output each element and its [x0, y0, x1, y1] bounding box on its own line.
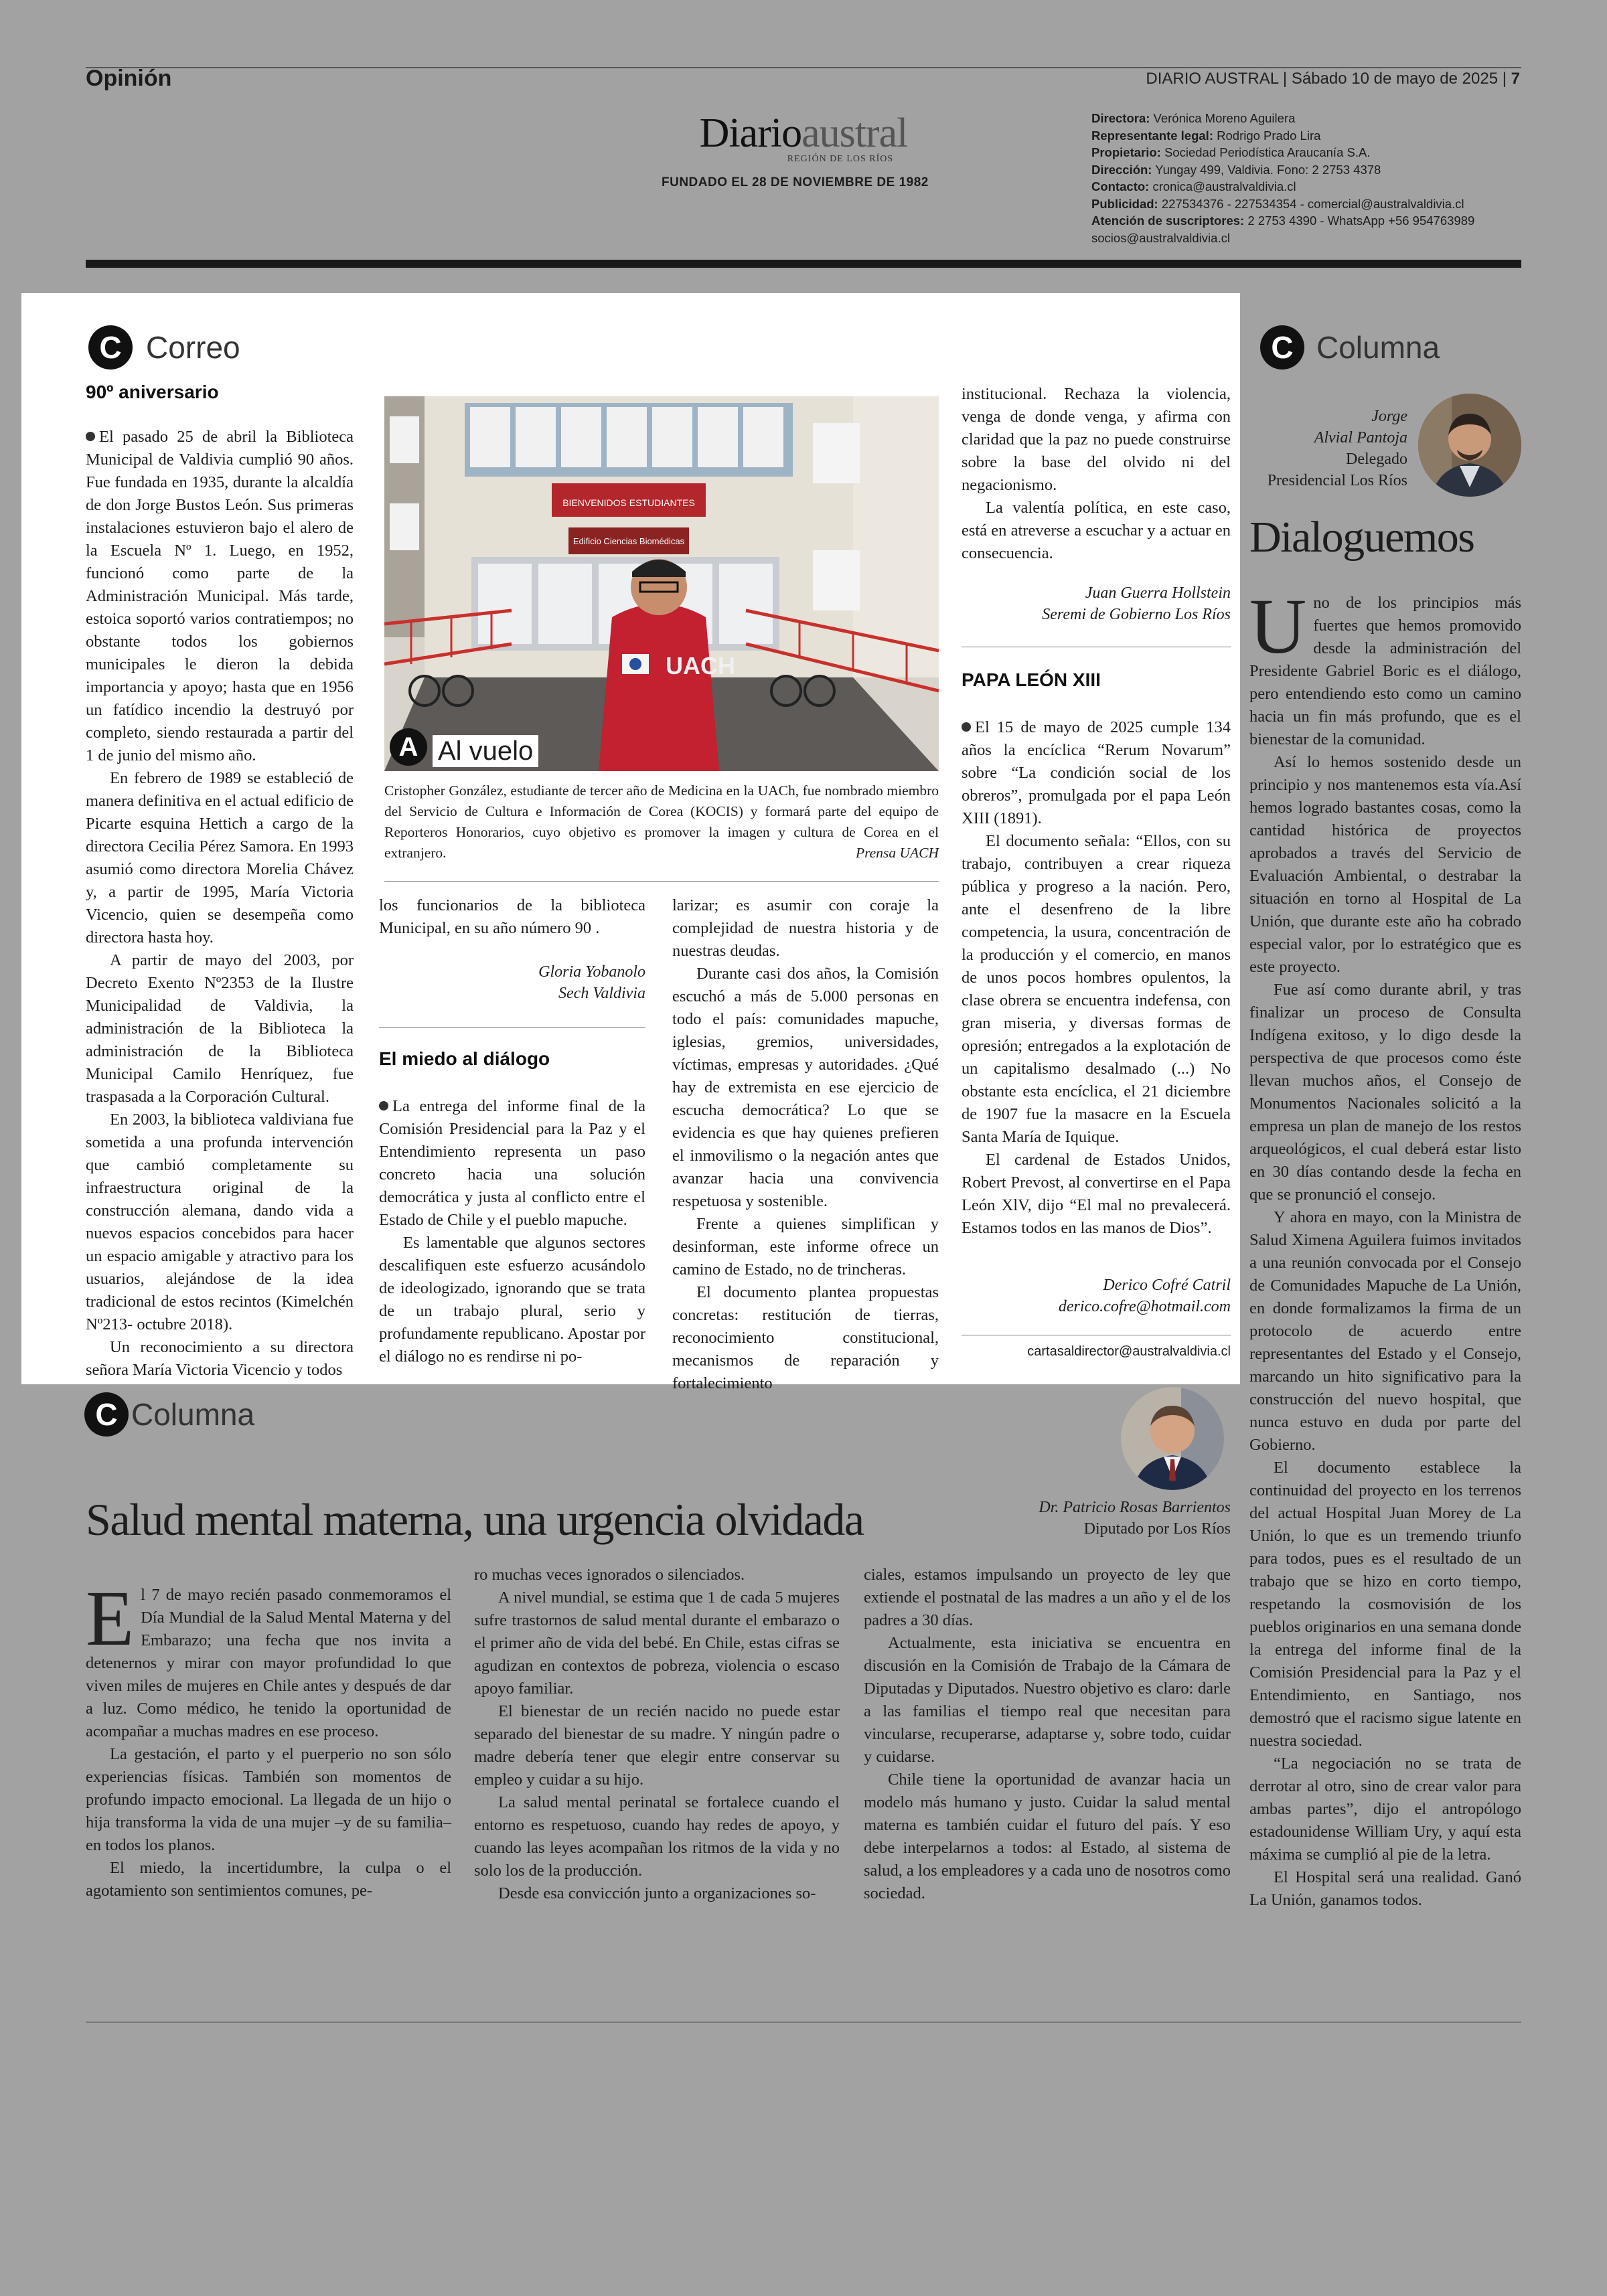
- building-photo: [384, 396, 939, 771]
- columnist-photo-avatar: [1418, 394, 1521, 497]
- columnist-bottom-photo-avatar: [1121, 1387, 1224, 1490]
- issue-date: Sábado 10 de mayo de 2025: [1291, 70, 1499, 88]
- staff-line: Directora: Verónica Moreno Aguilera: [1091, 111, 1296, 125]
- logo-subtitle: REGIÓN DE LOS RÍOS: [787, 154, 894, 164]
- page-number: 7: [1511, 70, 1520, 88]
- columna-bottom-col2: ro muchas veces ignorados o silenciados. A nivel mundial, se estima que 1 de cada 5 mujeres sufre trastornos de salud mental durante el embarazo o el primer año de vida del bebé. En Chile, estas cifras se agudizan en contextos de pobreza, violencia o escaso apoyo familiar. El bienestar de un recién nacido no puede estar separado del bienestar de su madre. Y ningún padre o madre debería tener que elegir entre conservar su empleo y cuidar a su hijo. La salud mental perinatal se fortalece cuando el entorno es respetuoso, cuando hay redes de apoyo, y cuando las leyes acompañan los ritmos de la vida y no solo los de la producción. Desde esa convicción junto a organizaciones so-: [474, 1566, 840, 1902]
- staff-line: Dirección: Yungay 499, Valdivia. Fono: 2 2753 4378: [1091, 162, 1381, 177]
- correo-title: Correo: [146, 330, 240, 365]
- svg-text:UACH: UACH: [666, 652, 735, 679]
- founded-line: FUNDADO EL 28 DE NOVIEMBRE DE 1982: [662, 175, 929, 189]
- columna-bottom-title: Columna: [131, 1397, 255, 1432]
- bullet-icon: [962, 722, 971, 732]
- columna-bottom-badge-icon: C: [84, 1392, 129, 1437]
- letters-email[interactable]: cartasaldirector@australvaldivia.cl: [1027, 1344, 1231, 1359]
- staff-line: Representante legal: Rodrigo Prado Lira: [1091, 128, 1321, 143]
- photo-credit: Prensa UACH: [855, 845, 939, 861]
- photo-badge-icon: A: [390, 728, 427, 766]
- photo-caption: Cristopher González, estudiante de tercer año de Medicina en la UACh, fue nombrado miembro del Servicio de Cultura e Información de Corea (KOCIS) y formará parte del equipo de Reporteros Honorarios, cuyo objetivo es promover la imagen y cultura de Corea en el extranjero. Prensa UACH: [384, 781, 939, 864]
- bullet-icon: [379, 1101, 388, 1111]
- dropcap: E: [86, 1574, 135, 1662]
- letter1-signature: Gloria Yobanolo Sech Valdivia: [538, 963, 645, 1002]
- bullet-icon: [86, 432, 95, 441]
- masthead-logo: [690, 112, 917, 165]
- section-title: Opinión: [86, 66, 172, 91]
- staff-line: Atención de suscriptores: 2 2753 4390 - WhatsApp +56 954763989: [1091, 214, 1475, 228]
- letter2-heading: El miedo al diálogo: [379, 1048, 550, 1069]
- columna-right-title: Columna: [1316, 330, 1440, 365]
- columna-right-byline: Jorge Alvial Pantoja Delegado Presidencial Los Ríos: [1267, 408, 1407, 489]
- svg-text:BIENVENIDOS ESTUDIANTES: BIENVENIDOS ESTUDIANTES: [562, 497, 695, 508]
- logo-word-b: austral: [801, 110, 908, 156]
- letter2-body-b: larizar; es asumir con coraje la complejidad de nuestra historia y de nuestras deudas. Durante casi dos años, la Comisión escuchó a más de 5.000 personas en todo el país: comunidades mapuche, iglesias, gremios, universidades, víctimas, empresas y autoridades. ¿Qué hay de extremista en ese ejercicio de escucha democrática? Lo que se evidencia es que hay quienes prefieren el inmovilismo o la negación antes que avanzar hacia una convivencia respetuosa y sostenible. Frente a quienes simplifican y desinforman, este informe ofrece un camino de Estado, no de trincheras. El documento plantea propuestas concretas: restitución de tierras, reconocimiento constitucional, mecanismos de reparación y fortalecimiento: [672, 896, 939, 1392]
- letter3-signature: Derico Cofré Catril derico.cofre@hotmail.com: [1058, 1277, 1231, 1315]
- letter2-body-c: institucional. Rechaza la violencia, venga de donde venga, y afirma con claridad que la paz no puede construirse sobre la base del olvido ni del negacionismo. La valentía política, en este caso, está en atreverse a escuchar y a actuar en consecuencia.: [962, 385, 1231, 562]
- photo-label: Al vuelo: [433, 735, 538, 767]
- correo-badge-icon: C: [88, 325, 133, 370]
- letter1-heading: 90º aniversario: [86, 382, 219, 402]
- letter3-body: El 15 de mayo de 2025 cumple 134 años la encíclica “Rerum Novarum” sobre “La condición social de los obreros”, promulgada por el papa León XIII (1891). El documento señala: “Ellos, con su trabajo, contribuyen a crear riqueza pública y progreso a la nación. Pero, ante el desenfreno de la libre competencia, la usura, concentración de la producción y el comercio, en manos de unos pocos hombres opulentos, la clase obrera se encuentra indefensa, con gran miseria, y diversas formas de opresión; entregados a la explotación de un capitalismo desalmado (...) No obstante esta encíclica, el 21 diciembre de 1907 fue la masacre en la Escuela Santa María de Iquique. El cardenal de Estados Unidos, Robert Prevost, al convertirse en el Papa León XlV, dijo “El mal no prevalecerá. Estamos todos en las manos de Dios”.: [962, 718, 1231, 1237]
- columna-right-body: Uno de los principios más fuertes que hemos promovido desde la administración del Presidente Gabriel Boric es el diálogo, pero entendiendo esto como un camino hacia un fin más profundo, que es el bienestar de la comunidad. Así lo hemos sostenido desde un principio y nos mantenemos esta vía.Así hemos logrado bastantes cosas, como la cantidad histórica de proyectos aprobados a través del Servicio de Evaluación Ambiental, o destrabar la situación en torno al Hospital de La Unión, que durante este año ha cobrado especial valor, por lo estratégico que es este proyecto. Fue así como durante abril, y tras finalizar un proceso de Consulta Indígena exitoso, y lo digo desde la perspectiva de que procesos como éste llevan muchos años, el Consejo de Monumentos Nacionales solicitó a la empresa un plan de manejo de los restos arqueológicos, el cual deberá estar listo en 30 días contando desde la fecha en que se pronunció el consejo. Y ahora en mayo, con la Ministra de Salud Ximena Aguilera fuimos invitados a una reunión convocada por el Consejo de Comunidades Mapuche de La Unión, en donde formalizamos la firma de un protocolo de acuerdo entre representantes del Estado y el Consejo, marcando un hito significativo para la construcción del nuevo hospital, que nunca estuvo en duda por parte del Gobierno. El documento establece la continuidad del proyecto en los terrenos del actual Hospital Juan Morey de La Unión, lo que es un tremendo triunfo para todos, pues es el resultado de un trabajo que se hizo en corto tiempo, respetando la cosmovisión de los pueblos originarios en una semana donde la entrega del informe final de la Comisión Presidencial para la Paz y el Entendimiento, en Santiago, nos demostró que el racismo sigue latente en nuestra sociedad. “La negociación no se trata de derrotar al otro, sino de crear valor para ambas partes”, dijo el antropólogo estadounidense William Ury, y aquí esta máxima se cumplió al pie de la letra. El Hospital será una realidad. Ganó La Unión, ganamos todos.: [1249, 582, 1521, 1909]
- columna-right-badge-icon: C: [1260, 325, 1304, 370]
- header-dateline: DIARIO AUSTRAL | Sábado 10 de mayo de 2025 | 7: [1146, 70, 1520, 88]
- letter3-heading: PAPA LEÓN XIII: [962, 669, 1101, 690]
- staff-line: socios@australvaldivia.cl: [1091, 230, 1230, 245]
- logo-word-a: Diario: [699, 110, 802, 156]
- staff-line: Propietario: Sociedad Periodística Araucanía S.A.: [1091, 145, 1371, 159]
- staff-line: Contacto: cronica@australvaldivia.cl: [1091, 179, 1296, 193]
- columna-bottom-headline: Salud mental materna, una urgencia olvidada: [86, 1494, 864, 1545]
- al-vuelo-photo: [384, 396, 939, 771]
- staff-box: [1091, 110, 1527, 246]
- letter2-signature: Juan Guerra Hollstein Seremi de Gobierno Los Ríos: [1042, 584, 1231, 623]
- letter1-body-b: los funcionarios de la biblioteca Municipal, en su año número 90 .: [379, 896, 645, 937]
- columna-bottom-byline: Dr. Patricio Rosas Barrientos Diputado por Los Ríos: [1039, 1499, 1231, 1538]
- letter2-body-a: La entrega del informe final de la Comisión Presidencial para la Paz y el Entendimiento representa un paso concreto hacia una solución democrática y justa al conflicto entre el Estado de Chile y el pueblo mapuche. Es lamentable que algunos sectores descalifiquen este esfuerzo acusándolo de ideologizado, ignorando que se trata de un trabajo plural, serio y profundamente republicano. Apostar por el diálogo no es rendirse ni po-: [379, 1097, 645, 1366]
- columna-bottom-col3: ciales, estamos impulsando un proyecto de ley que extiende el postnatal de las madres a un año y el de los padres a 30 días. Actualmente, esta iniciativa se encuentra en discusión en la Comisión de Trabajo de la Cámara de Diputadas y Diputados. Nuestro objetivo es claro: darle a las familias el tiempo real que necesitan para vincularse, recuperarse, adaptarse y, sobre todo, cuidar y cuidarse. Chile tiene la oportunidad de avanzar hacia un modelo más humano y justo. Cuidar la salud mental materna es también cuidar el futuro del país. Y eso debe interpelarnos a todos: al Estado, al sistema de salud, a los empleadores y a cada uno de nosotros como sociedad.: [864, 1566, 1231, 1902]
- staff-line: Publicidad: 227534376 - 227534354 - comercial@australvaldivia.cl: [1091, 196, 1464, 211]
- paper-name: DIARIO AUSTRAL: [1146, 70, 1279, 88]
- letter1-body-a: El pasado 25 de abril la Biblioteca Municipal de Valdivia cumplió 90 años. Fue fundada en 1935, durante la alcaldía de don Jorge Bustos León. Sus primeras instalaciones estuvieron bajo el alero de la Escuela Nº 1. Luego, en 1952, funcionó como parte de la Administración Municipal. Más tarde, estoica soportó varios contratiempos; no obstante todos los gobiernos municipales le dieron la debida importancia y apoyo; hasta que en 1956 un fatídico incendio la destruyó por completo, siendo restaurada a partir del 1 de junio del mismo año. En febrero de 1989 se estableció de manera definitiva en el actual edificio de Picarte esquina Hettich a cargo de la directora Cecilia Pérez Samora. En 1993 asumió como directora Morelia Chávez y, a partir de 1995, María Victoria Vicencio, quien se desempeña como directora hasta hoy. A partir de mayo del 2003, por Decreto Exento Nº2353 de la Ilustre Municipalidad de Valdivia, la administración de la Biblioteca la administración de la Biblioteca Municipal Camilo Henríquez, fue traspasada a la Corporación Cultural. En 2003, la biblioteca valdiviana fue sometida a una profunda intervención que cambió completamente su infraestructura original de la construcción alemana, dando vida a nuevos espacios concebidos para hacer un espacio amigable y atractivo para los usuarios, alejándose de la idea tradicional de estos recintos (Kimelchén Nº213- octubre 2018). Un reconocimiento a su directora señora María Victoria Vicencio y todos: [86, 428, 354, 1379]
- columna-right-headline: Dialoguemos: [1249, 513, 1474, 562]
- columna-bottom-col1: El 7 de mayo recién pasado conmemoramos el Día Mundial de la Salud Mental Materna y del Embarazo; una fecha que nos invita a detenernos y mirar con mayor profundidad lo que viven miles de mujeres en Chile antes y después de dar a luz. Como médico, he tenido la oportunidad de acompañar a muchas madres en ese proceso. La gestación, el parto y el puerperio no son sólo experiencias físicas. También son momentos de profundo impacto emocional. La llegada de un hijo o hija transforma la vida de una mujer –y de su familia– en todos los planos. El miedo, la incertidumbre, la culpa o el agotamiento son sentimientos comunes, pe-: [86, 1574, 451, 1900]
- dropcap: U: [1249, 582, 1307, 670]
- svg-text:Edificio Ciencias Biomédicas: Edificio Ciencias Biomédicas: [572, 536, 685, 546]
